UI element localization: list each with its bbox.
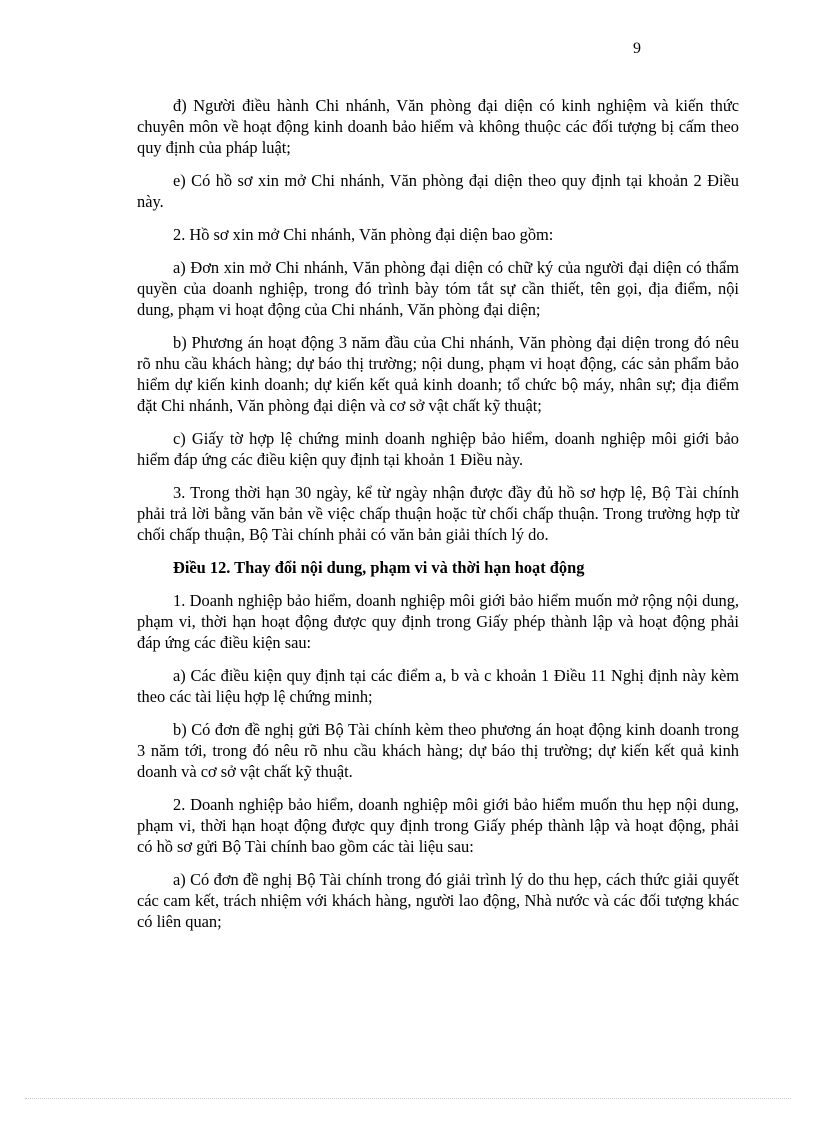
paragraph-1-expand: 1. Doanh nghiệp bảo hiểm, doanh nghiệp môi giới bảo hiểm muốn mở rộng nội dung, phạm vi, thời hạn hoạt động được quy định trong Giấy phép thành lập và hoạt động phải đáp ứng các điều kiện sau: [137, 591, 739, 652]
paragraph-2-dossier-list: 2. Hồ sơ xin mở Chi nhánh, Văn phòng đại diện bao gồm: [173, 225, 554, 244]
paragraph-b-request: b) Có đơn đề nghị gửi Bộ Tài chính kèm theo phương án hoạt động kinh doanh trong 3 năm tới, trong đó nêu rõ nhu cầu khách hàng; dự báo thị trường; dự kiến kết quả kinh doanh và cơ sở vật chất kỹ thuật. [137, 720, 739, 781]
page-number: 9 [633, 40, 641, 57]
paragraph-d-executive: đ) Người điều hành Chi nhánh, Văn phòng đại diện có kinh nghiệm và kiến thức chuyên môn về hoạt động kinh doanh bảo hiểm và không thuộc các đối tượng bị cấm theo quy định của pháp luật; [137, 96, 739, 157]
page-bottom-divider [25, 1098, 791, 1099]
paragraph-a-narrow-request: a) Có đơn đề nghị Bộ Tài chính trong đó giải trình lý do thu hẹp, cách thức giải quyết các cam kết, trách nhiệm với khách hàng, người lao động, Nhà nước và các đối tượng khác có liên quan; [137, 870, 739, 931]
paragraph-a-application: a) Đơn xin mở Chi nhánh, Văn phòng đại diện có chữ ký của người đại diện có thẩm quyền của doanh nghiệp, trong đó trình bày tóm tắt sự cần thiết, tên gọi, địa điểm, nội dung, phạm vi hoạt động của Chi nhánh, Văn phòng đại diện; [137, 258, 739, 319]
article-12-heading: Điều 12. Thay đổi nội dung, phạm vi và thời hạn hoạt động [173, 558, 585, 577]
paragraph-2-narrow: 2. Doanh nghiệp bảo hiểm, doanh nghiệp môi giới bảo hiểm muốn thu hẹp nội dung, phạm vi, thời hạn hoạt động được quy định trong Giấy phép thành lập và hoạt động, phải có hồ sơ gửi Bộ Tài chính bao gồm các tài liệu sau: [137, 795, 739, 856]
paragraph-e-dossier: e) Có hồ sơ xin mở Chi nhánh, Văn phòng đại diện theo quy định tại khoản 2 Điều này. [137, 171, 739, 211]
paragraph-c-proof-documents: c) Giấy tờ hợp lệ chứng minh doanh nghiệp bảo hiểm, doanh nghiệp môi giới bảo hiểm đáp ứng các điều kiện quy định tại khoản 1 Điều này. [137, 429, 739, 469]
document-body [137, 95, 739, 944]
paragraph-3-deadline: 3. Trong thời hạn 30 ngày, kể từ ngày nhận được đầy đủ hồ sơ hợp lệ, Bộ Tài chính phải trả lời bằng văn bản về việc chấp thuận hoặc từ chối chấp thuận. Trong trường hợp từ chối chấp thuận, Bộ Tài chính phải có văn bản giải thích lý do. [137, 483, 739, 544]
paragraph-b-operation-plan: b) Phương án hoạt động 3 năm đầu của Chi nhánh, Văn phòng đại diện trong đó nêu rõ nhu cầu khách hàng; dự báo thị trường; nội dung, phạm vi hoạt động, các sản phẩm bảo hiểm dự kiến kinh doanh; dự kiến kết quả kinh doanh; tổ chức bộ máy, nhân sự; địa điểm đặt Chi nhánh, Văn phòng đại diện và cơ sở vật chất kỹ thuật; [137, 333, 739, 415]
paragraph-a-conditions: a) Các điều kiện quy định tại các điểm a, b và c khoản 1 Điều 11 Nghị định này kèm theo các tài liệu hợp lệ chứng minh; [137, 666, 739, 706]
